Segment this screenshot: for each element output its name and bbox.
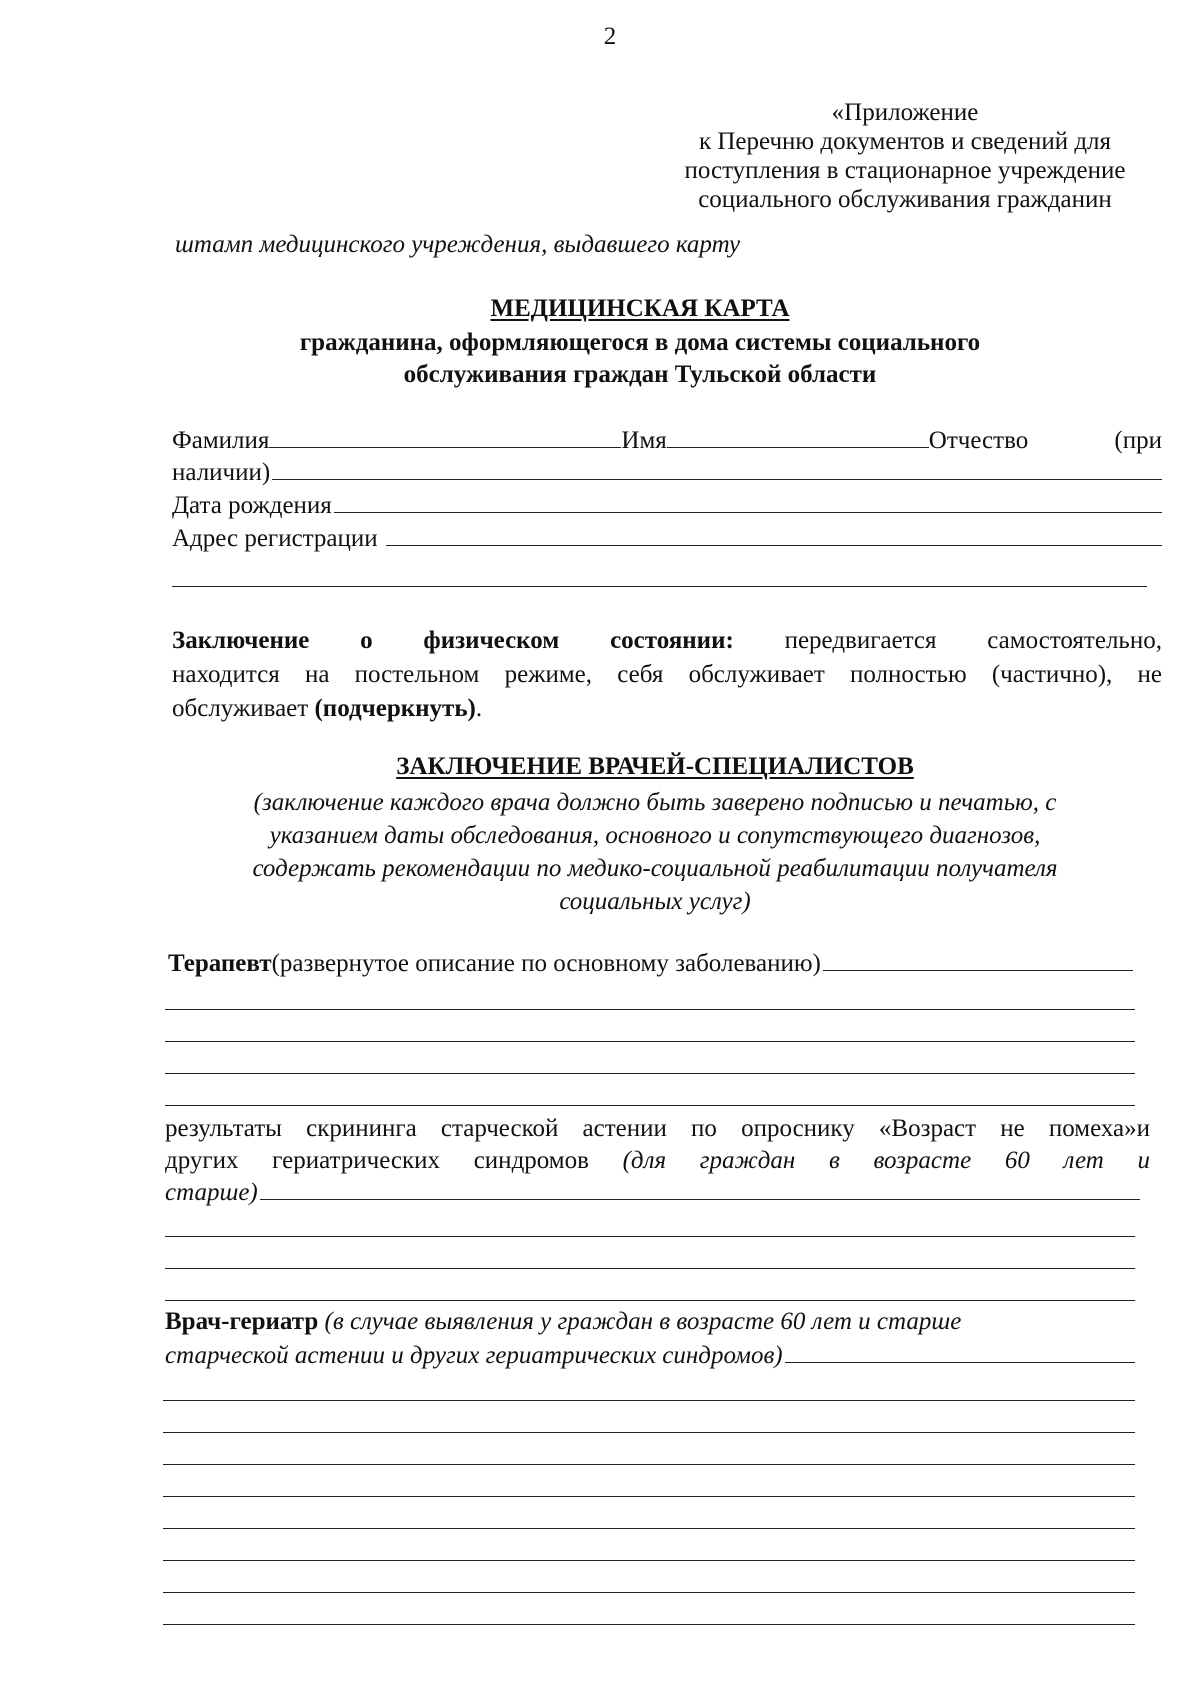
surname-field[interactable] — [269, 425, 621, 448]
screening-text: других гериатрических синдромов — [165, 1147, 623, 1174]
appendix-block — [660, 98, 1150, 214]
specialists-note-line: указанием даты обследования, основного и сопутствующего диагнозов, — [269, 822, 1041, 849]
screening-field-line[interactable] — [165, 1300, 1135, 1301]
appendix-line: поступления в стационарное учреждение — [684, 157, 1126, 184]
document-subtitle: гражданина, оформляющегося в дома системы социального — [299, 329, 981, 356]
geriatrician-field-line[interactable] — [163, 1528, 1135, 1529]
surname-label: Фамилия — [172, 427, 270, 454]
patronymic-label: Отчество — [928, 427, 1029, 454]
screening-age-note: (для граждан в возрасте 60 лет и — [622, 1147, 1150, 1174]
therapist-field-line[interactable] — [165, 1105, 1135, 1106]
specialists-heading: ЗАКЛЮЧЕНИЕ ВРАЧЕЙ-СПЕЦИАЛИСТОВ — [396, 753, 914, 780]
document-title: МЕДИЦИНСКАЯ КАРТА — [490, 295, 790, 322]
therapist-field-line[interactable] — [165, 1073, 1135, 1074]
specialists-note-line: (заключение каждого врача должно быть заверено подписью и печатью, с — [253, 789, 1057, 816]
physical-condition-block — [172, 624, 1162, 726]
address-field[interactable] — [386, 523, 1162, 546]
screening-field-line[interactable] — [165, 1236, 1135, 1237]
patronymic-note: наличии) — [172, 459, 271, 486]
appendix-line: к Перечню документов и сведений для — [698, 128, 1112, 155]
geriatrician-field-line[interactable] — [163, 1432, 1135, 1433]
therapist-field-line[interactable] — [165, 1041, 1135, 1042]
appendix-line: «Приложение — [831, 99, 979, 126]
geriatrician-label: Врач-гериатр — [165, 1308, 319, 1335]
therapist-label: Терапевт — [168, 950, 272, 977]
physical-text-word: самостоятельно, — [987, 627, 1162, 654]
screening-row — [165, 1177, 1140, 1208]
name-row — [172, 425, 1162, 456]
physical-condition-line — [172, 692, 1162, 726]
address-field-line2[interactable] — [172, 586, 1147, 587]
address-row — [172, 523, 1162, 554]
physical-text: . — [475, 695, 483, 722]
geriatrician-field-line[interactable] — [163, 1624, 1135, 1625]
geriatrician-description: (в случае выявления у граждан в возрасте 60 лет и старше — [318, 1308, 962, 1335]
physical-label-word: о — [360, 627, 373, 654]
underline-instruction: (подчеркнуть) — [314, 695, 476, 722]
stamp-note: штамп медицинского учреждения, выдавшего карту — [175, 231, 741, 258]
geriatrician-field-line[interactable] — [163, 1560, 1135, 1561]
birth-date-field[interactable] — [334, 490, 1162, 513]
patronymic-field[interactable] — [272, 457, 1162, 480]
appendix-line: социального обслуживания гражданин — [698, 186, 1112, 213]
therapist-field-line[interactable] — [165, 1009, 1135, 1010]
screening-field-line[interactable] — [165, 1268, 1135, 1269]
specialists-note-line: социальных услуг) — [559, 888, 751, 915]
birth-date-label: Дата рождения — [172, 492, 332, 519]
therapist-description: (развернутое описание по основному заболеванию) — [271, 950, 821, 977]
physical-text: обслуживает — [172, 695, 315, 722]
screening-field[interactable] — [260, 1177, 1140, 1200]
physical-condition-line: находится на постельном режиме, себя обслуживает полностью (частично), не — [172, 661, 1162, 688]
geriatrician-field-line[interactable] — [163, 1496, 1135, 1497]
geriatrician-line1 — [165, 1307, 961, 1337]
screening-line: результаты скрининга старческой астении по опроснику «Возраст не помеха»и — [165, 1115, 1150, 1142]
screening-age-note: старше) — [165, 1179, 258, 1206]
geriatrician-field-line[interactable] — [163, 1400, 1135, 1401]
specialists-note — [170, 786, 1140, 918]
specialists-note-line: содержать рекомендации по медико-социальной реабилитации получателя — [252, 855, 1058, 882]
patronymic-note: (при — [1114, 427, 1162, 454]
document-subtitle: обслуживания граждан Тульской области — [403, 361, 877, 388]
geriatrician-field-line[interactable] — [163, 1592, 1135, 1593]
page-number: 2 — [603, 23, 617, 50]
physical-text-word: передвигается — [784, 627, 937, 654]
birth-date-row — [172, 490, 1162, 521]
screening-block — [165, 1113, 1150, 1177]
geriatrician-field[interactable] — [785, 1340, 1135, 1363]
patronymic-row — [172, 457, 1162, 488]
screening-line — [165, 1145, 1150, 1177]
physical-label-word: Заключение — [172, 627, 310, 654]
name-label: Имя — [621, 427, 667, 454]
address-label: Адрес регистрации — [172, 525, 378, 552]
therapist-field[interactable] — [823, 948, 1133, 971]
name-field[interactable] — [667, 425, 929, 448]
physical-label-word: состоянии: — [610, 627, 734, 654]
physical-label-word: физическом — [423, 627, 560, 654]
physical-condition-line — [172, 624, 1162, 658]
geriatrician-row — [165, 1340, 1135, 1371]
therapist-row — [168, 948, 1133, 979]
geriatrician-description: старческой астении и других гериатрических синдромов) — [165, 1342, 783, 1369]
geriatrician-field-line[interactable] — [163, 1464, 1135, 1465]
